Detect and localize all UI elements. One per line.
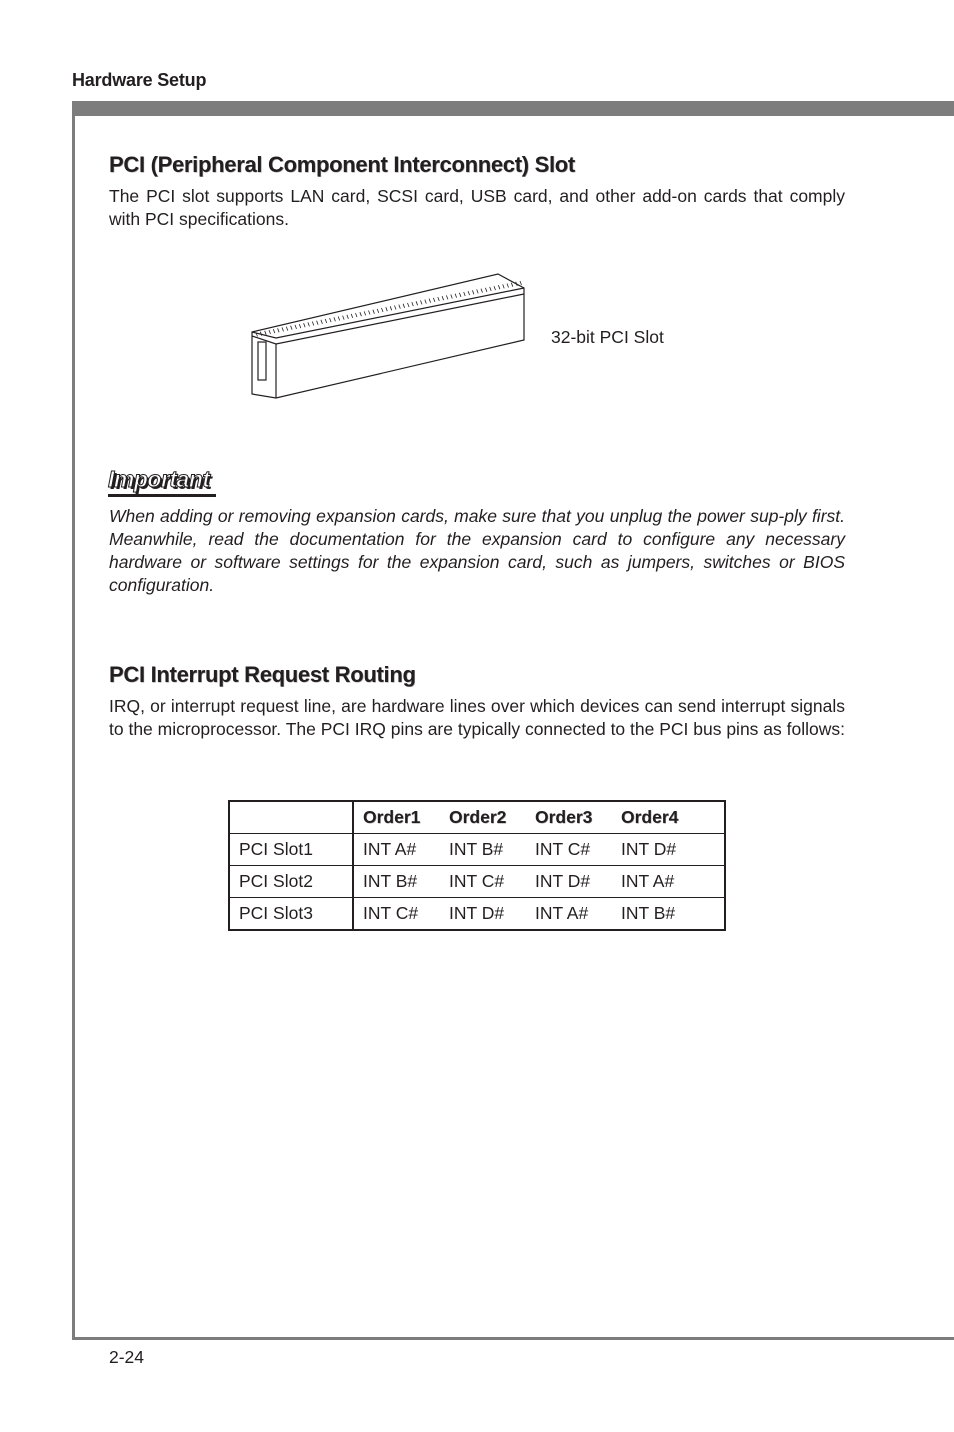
pci-slot-description: The PCI slot supports LAN card, SCSI card, USB card, and other add-on cards that comply with PCI specifications. (109, 186, 845, 229)
table-cell: INT D# (612, 834, 725, 866)
page-number: 2-24 (109, 1347, 145, 1367)
slot-caption: 32-bit PCI Slot (551, 327, 664, 347)
table-cell: INT A# (353, 834, 440, 866)
table-header-cell: Order4 (612, 801, 725, 834)
irq-title: PCI Interrupt Request Routing (109, 662, 416, 687)
table-cell: INT A# (612, 866, 725, 898)
table-row (229, 866, 725, 898)
table-cell: INT C# (440, 866, 526, 898)
left-margin-rule (72, 101, 75, 1340)
table-cell: INT D# (526, 866, 612, 898)
slot-pin (520, 281, 522, 285)
table-cell: INT B# (353, 866, 440, 898)
irq-description: IRQ, or interrupt request line, are hardware lines over which devices can send interrupt signals to the microprocessor. The PCI IRQ pins are typically connected to the PCI bus pins as follows: (109, 696, 845, 739)
irq-routing-table (228, 800, 726, 931)
table-header-cell: Order1 (353, 801, 440, 834)
table-cell: INT B# (440, 834, 526, 866)
important-note: When adding or removing expansion cards, make sure that you unplug the power sup-ply first. Meanwhile, read the documentation for the expansion card to configure any necessary hardware or software settings for the expansion card, such as jumpers, switches or BIOS configuration. (109, 506, 845, 595)
table-header-cell (229, 801, 353, 834)
important-underline (108, 494, 216, 497)
pci-slot-title: PCI (Peripheral Component Interconnect) Slot (109, 152, 575, 177)
table-cell: INT A# (526, 898, 612, 931)
table-cell: INT B# (612, 898, 725, 931)
table-cell: PCI Slot2 (229, 866, 353, 898)
table-header-row (229, 801, 725, 834)
table-row (229, 834, 725, 866)
table-cell: PCI Slot3 (229, 898, 353, 931)
table-header-cell: Order3 (526, 801, 612, 834)
table-header-cell: Order2 (440, 801, 526, 834)
table-cell: INT C# (526, 834, 612, 866)
table-cell: PCI Slot1 (229, 834, 353, 866)
table-cell: INT D# (440, 898, 526, 931)
pci-slot-illustration (240, 268, 530, 404)
section-header: Hardware Setup (72, 70, 207, 90)
table-cell: INT C# (353, 898, 440, 931)
important-label: Important (108, 466, 210, 492)
table-row (229, 898, 725, 931)
footer-rule (72, 1337, 954, 1340)
header-bar (72, 101, 954, 116)
